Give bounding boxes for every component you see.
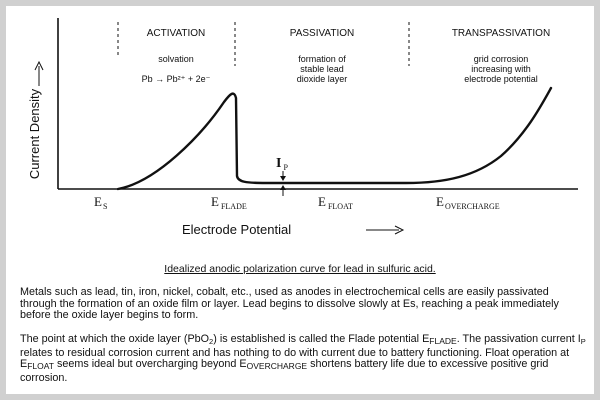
p2-sub-overcharge: OVERCHARGE	[246, 361, 308, 372]
p2-text: shortens battery life due to excessive positive grid corrosion.	[20, 358, 549, 384]
activation-reaction: Pb → Pb²⁺ + 2e⁻	[141, 74, 211, 84]
description-paragraph-1: Metals such as lead, tin, iron, nickel, cobalt, etc., used as anodes in electrochemical cells are easily passivated through the formation of an oxide film or layer. Lead begins to dissolve slowly at Es, reaching a peak immediately before the oxide layer begins to form.	[20, 286, 559, 322]
p2-text: The point at which the oxide layer (PbO	[20, 333, 210, 345]
passivation-desc-2: stable lead	[300, 64, 344, 74]
marker-eovercharge: EOVERCHARGE	[436, 194, 500, 211]
activation-desc: solvation	[158, 54, 194, 64]
marker-es: ES	[94, 194, 108, 211]
p2-sub-ip: P	[580, 337, 586, 346]
p2-sub-pbo2: 2	[209, 337, 214, 346]
marker-eflade: EFLADE	[211, 194, 247, 211]
x-axis-label: Electrode Potential	[182, 222, 292, 237]
transpassivation-desc-2: increasing with	[471, 64, 531, 74]
region-label-passivation: PASSIVATION	[289, 28, 355, 39]
polarization-diagram	[6, 6, 594, 256]
ip-arrow-up-head	[280, 185, 286, 190]
passivation-desc-3: dioxide layer	[296, 74, 348, 84]
p2-text: ) is established is called the Flade potential E	[213, 333, 430, 345]
transpassivation-desc-1: grid corrosion	[473, 54, 529, 64]
p2-text: . The passivation current I	[456, 333, 581, 345]
transpassivation-desc-3: electrode potential	[464, 74, 538, 84]
passivation-desc-1: formation of	[298, 54, 346, 64]
region-label-transpassivation: TRANSPASSIVATION	[451, 28, 551, 39]
p2-sub-flade: FLADE	[429, 336, 457, 346]
ip-arrow-down-head	[280, 176, 286, 181]
polarization-curve	[118, 88, 551, 189]
figure-caption: Idealized anodic polarization curve for lead in sulfuric acid.	[164, 263, 436, 275]
ip-label: I P	[276, 156, 288, 172]
figure-sheet	[6, 6, 594, 394]
y-axis-label: Current Density	[27, 88, 42, 180]
p2-text: relates to residual corrosion current and has nothing to do with current due to battery functioning. Float operation at E	[20, 346, 570, 371]
marker-efloat: EFLOAT	[318, 194, 353, 211]
p2-sub-float: FLOAT	[27, 361, 54, 372]
description-paragraph-2	[20, 334, 586, 384]
p2-text: seems ideal but overcharging beyond E	[53, 358, 247, 371]
region-label-activation: ACTIVATION	[146, 28, 206, 39]
